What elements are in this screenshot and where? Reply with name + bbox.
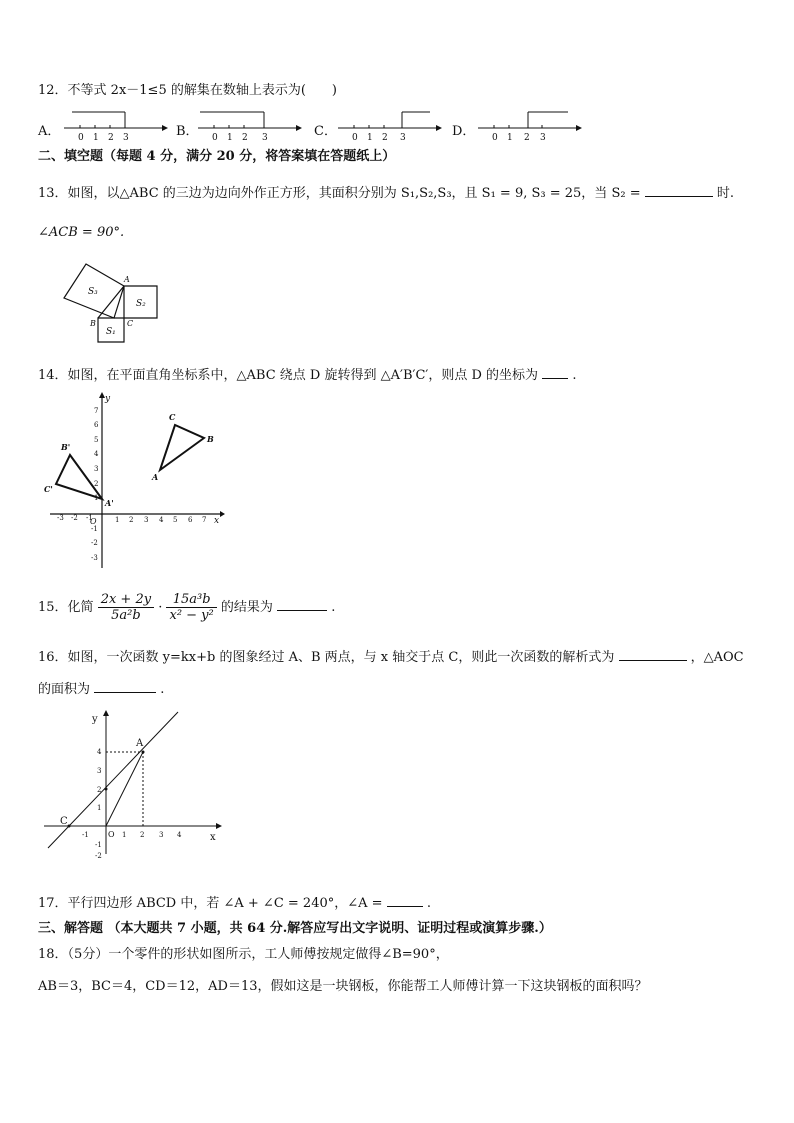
y-tick: 3 — [97, 767, 102, 775]
q13-stem-text: 13．如图，以△ABC 的三边为边向外作正方形，其面积分别为 S₁,S₂,S₃，且 S₁ = 9, S₃ = 25，当 S₂ = — [38, 186, 641, 201]
q15-fraction-1 — [98, 592, 154, 623]
triangle-abc-prime — [56, 455, 102, 499]
q16-answer-blank-1[interactable] — [619, 646, 687, 661]
x-tick: -1 — [82, 831, 89, 839]
section-3-heading: 三、解答题 （本大题共 7 小题，共 64 分.解答应写出文字说明、证明过程或演算步骤.） — [38, 921, 552, 936]
origin-label: O — [90, 517, 97, 526]
tick-3: 3 — [400, 133, 406, 143]
q12-stem: 12．不等式 2x－1≤5 的解集在数轴上表示为( ) — [38, 83, 337, 98]
x-tick: 3 — [159, 831, 164, 839]
q13-line2: ∠ACB = 90°. — [38, 225, 125, 240]
x-tick: 4 — [177, 831, 182, 839]
label-c: C — [127, 319, 134, 328]
q13-stem-end: 时. — [716, 186, 735, 201]
q16-stem — [38, 646, 744, 667]
label-a: A — [124, 275, 130, 284]
point-c-prime: C' — [44, 484, 53, 494]
q16-end: . — [160, 682, 165, 697]
x-tick: 4 — [159, 516, 164, 524]
y-axis-label: y — [92, 714, 98, 725]
point-a: A — [136, 738, 144, 749]
q15-dot: · — [158, 600, 163, 615]
q16-answer-blank-2[interactable] — [94, 678, 156, 693]
q17-stem-text: 17．平行四边形 ABCD 中，若 ∠A + ∠C = 240°，∠A = — [38, 896, 383, 911]
y-tick: 4 — [97, 748, 102, 756]
y-tick: 6 — [94, 421, 99, 429]
q17-end: . — [426, 896, 431, 911]
origin-label: O — [108, 830, 115, 839]
q15-frac1-numerator: 2x + 2y — [98, 592, 154, 608]
tick-1: 1 — [367, 133, 373, 143]
label-s1: S₁ — [106, 327, 116, 337]
tick-0: 0 — [492, 133, 498, 143]
tick-2: 2 — [108, 133, 114, 143]
tick-1: 1 — [507, 133, 513, 143]
y-tick: 3 — [94, 465, 99, 473]
q13-stem — [38, 182, 734, 203]
q14-stem — [38, 364, 576, 385]
x-tick: 7 — [202, 516, 207, 524]
q15-end: . — [331, 600, 336, 615]
q16-stem-text: 16．如图，一次函数 y=kx+b 的图象经过 A、B 两点，与 x 轴交于点 C，则此一次函数的解析式为 — [38, 650, 615, 665]
q15-prefix: 15．化简 — [38, 600, 94, 615]
q14-answer-blank[interactable] — [542, 364, 568, 379]
y-tick: -1 — [95, 841, 102, 849]
y-tick: 7 — [94, 407, 99, 415]
y-tick: 2 — [94, 480, 99, 488]
x-axis-label: x — [214, 516, 220, 526]
q14-stem-text: 14．如图，在平面直角坐标系中，△ABC 绕点 D 旋转得到 △A′B′C′，则点 D 的坐标为 — [38, 368, 539, 383]
tick-3: 3 — [262, 133, 268, 143]
q17-answer-blank[interactable] — [387, 892, 423, 907]
q12-option-b-numberline — [196, 108, 306, 143]
q15-fraction-2 — [166, 592, 216, 623]
q14-coordinate-figure — [44, 392, 224, 572]
q15-frac1-denominator: 5a²b — [111, 608, 141, 623]
tick-1: 1 — [93, 133, 99, 143]
q15-frac2-numerator: 15a³b — [166, 592, 216, 608]
tick-1: 1 — [227, 133, 233, 143]
x-tick: -3 — [57, 514, 64, 522]
point-b-prime: B' — [61, 442, 71, 452]
q16-graph-figure — [44, 708, 244, 858]
q15-suffix: 的结果为 — [220, 600, 273, 615]
q12-option-c-numberline — [336, 108, 446, 143]
x-tick: 1 — [122, 831, 127, 839]
y-tick: 4 — [94, 450, 99, 458]
tick-3: 3 — [123, 133, 129, 143]
y-tick: 2 — [97, 786, 102, 794]
label-s3: S₃ — [88, 287, 98, 297]
q13-figure — [48, 256, 178, 346]
point-a: A — [152, 472, 159, 482]
tick-2: 2 — [242, 133, 248, 143]
y-tick: -1 — [91, 525, 98, 533]
label-b: B — [90, 319, 96, 328]
tick-0: 0 — [212, 133, 218, 143]
q16-line2 — [38, 678, 164, 699]
tick-0: 0 — [352, 133, 358, 143]
y-tick: 1 — [97, 804, 102, 812]
q16-line2-text: 的面积为 — [38, 682, 91, 697]
q17-stem — [38, 892, 431, 913]
q13-answer-blank[interactable] — [645, 182, 713, 197]
x-tick: 2 — [140, 831, 145, 839]
x-axis-label: x — [210, 832, 216, 843]
y-axis-label: y — [105, 394, 111, 404]
x-tick: 1 — [115, 516, 120, 524]
q12-option-b-label: B． — [176, 124, 199, 139]
y-tick: 5 — [94, 436, 99, 444]
point-a-prime: A' — [105, 498, 114, 508]
x-tick: 6 — [188, 516, 193, 524]
tick-0: 0 — [78, 133, 84, 143]
q15-stem — [38, 590, 335, 626]
x-tick: 2 — [129, 516, 134, 524]
x-tick: -2 — [71, 514, 78, 522]
q18-line2: AB＝3，BC＝4，CD＝12，AD＝13，假如这是一块钢板，你能帮工人师傅计算一下这块钢板的面积吗？ — [38, 979, 648, 994]
y-tick: -3 — [91, 554, 98, 562]
x-tick: -1 — [86, 514, 93, 522]
label-s2: S₂ — [136, 299, 146, 309]
triangle-abc — [160, 425, 204, 470]
q12-option-c-label: C． — [314, 124, 337, 139]
q15-frac2-denominator: x² − y² — [169, 608, 214, 623]
tick-2: 2 — [524, 133, 530, 143]
y-tick: -2 — [95, 852, 102, 860]
point-b: B — [207, 434, 214, 444]
q12-option-a-numberline — [62, 108, 172, 143]
point-c: C — [60, 816, 68, 827]
q18-line1: 18．（5分）一个零件的形状如图所示，工人师傅按规定做得∠B=90°， — [38, 947, 449, 962]
x-tick: 3 — [144, 516, 149, 524]
q12-option-d-numberline — [476, 108, 586, 143]
q12-option-a-label: A． — [38, 124, 61, 139]
y-tick: -2 — [91, 539, 98, 547]
section-2-heading: 二、填空题（每题 4 分，满分 20 分，将答案填在答题纸上） — [38, 149, 396, 164]
q16-stem-end: ，△AOC — [690, 650, 744, 665]
x-tick: 5 — [173, 516, 178, 524]
tick-2: 2 — [382, 133, 388, 143]
point-c: C — [169, 412, 176, 422]
q15-answer-blank[interactable] — [277, 596, 327, 611]
tick-3: 3 — [540, 133, 546, 143]
q14-end: . — [572, 368, 577, 383]
y-tick: 1 — [94, 494, 99, 502]
q12-option-d-label: D． — [452, 124, 476, 139]
